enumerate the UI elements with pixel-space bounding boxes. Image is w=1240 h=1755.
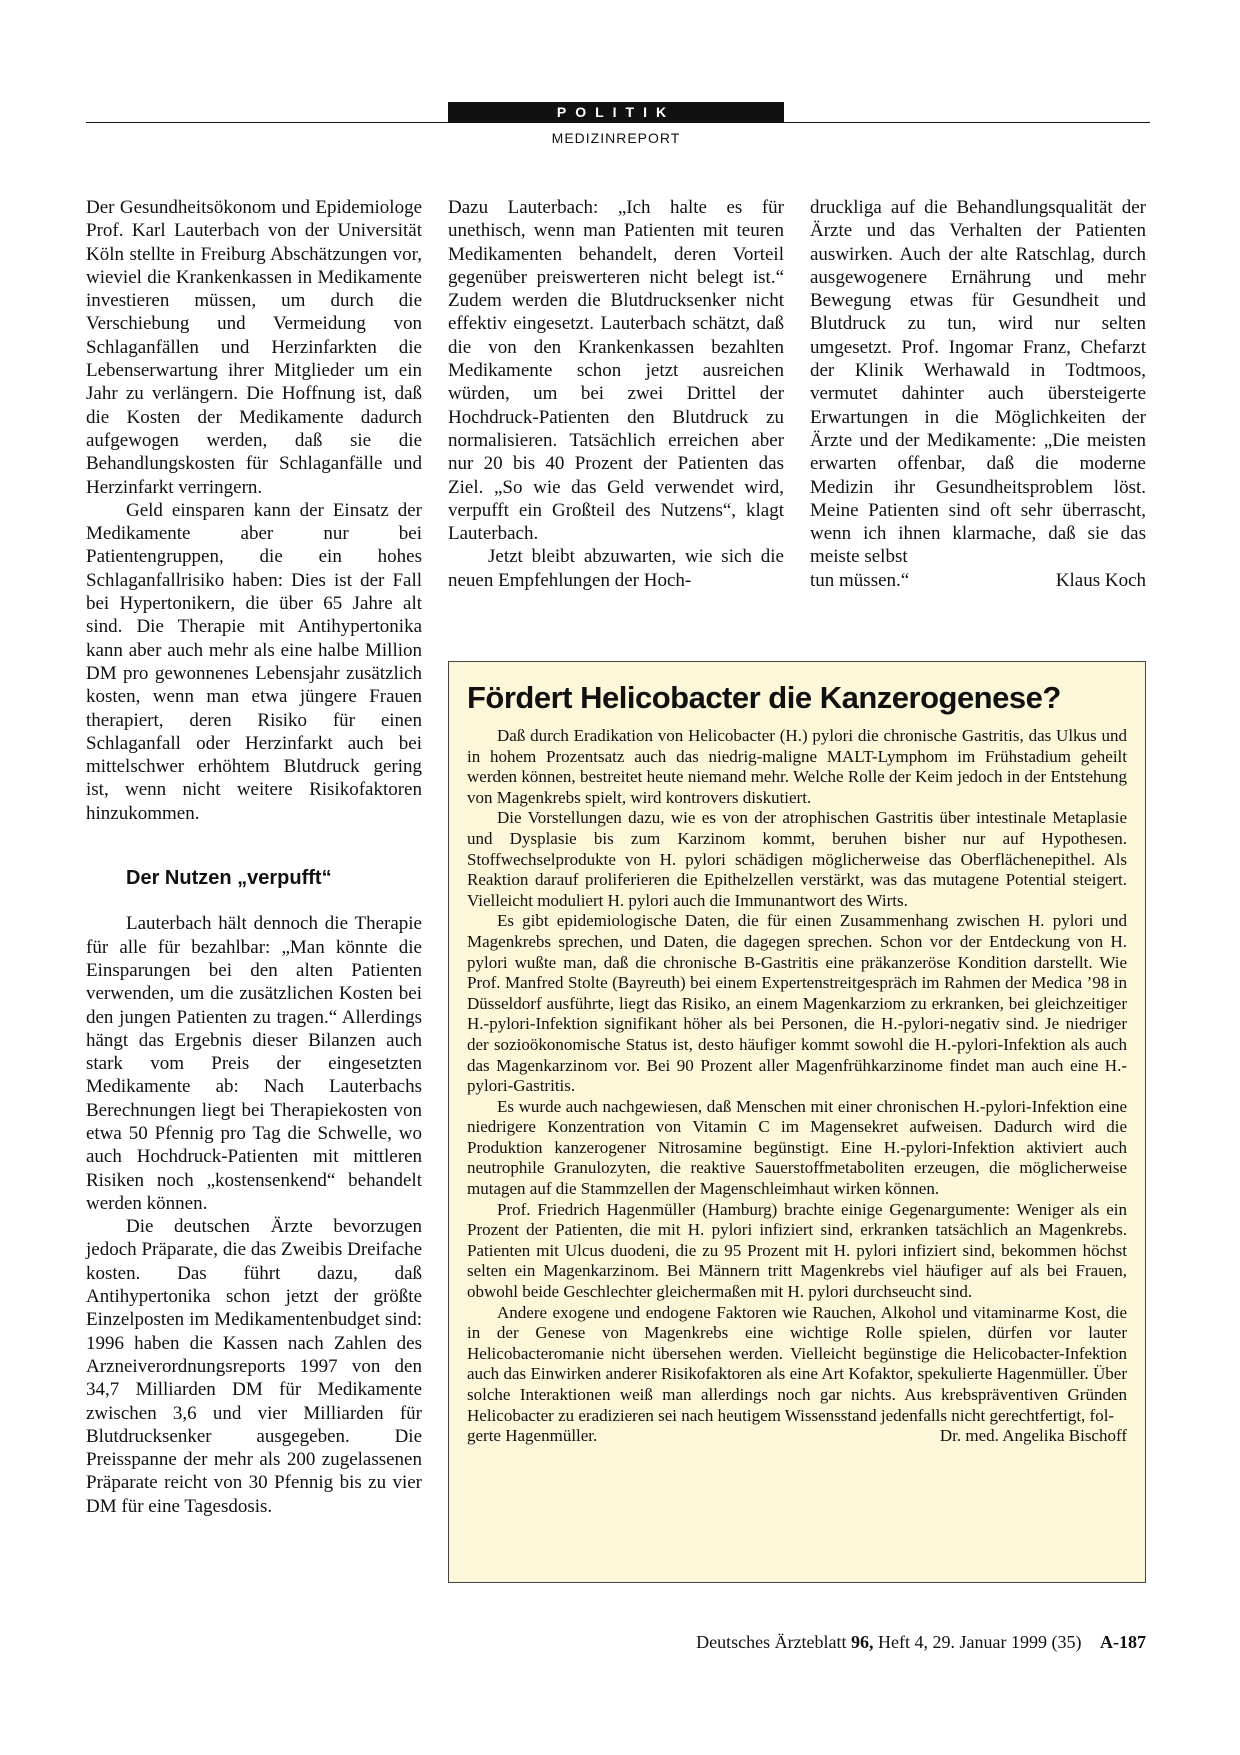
issue-info: Heft 4, 29. Januar 1999 (35) bbox=[878, 1632, 1082, 1652]
sidebar-box bbox=[448, 661, 1146, 1583]
header-rule bbox=[86, 122, 1150, 123]
paragraph: Daß durch Eradikation von Helicobacter (H.) pylori die chronische Gastritis, das Ulkus und in hohem Prozentsatz auch das niedrig-maligne MALT-Lymphom im Frühstadium geheilt werden können, bestreitet heute niemand mehr. Welche Rolle der Keim jedoch in der Entstehung von Magenkrebs spielt, wird kontrovers diskutiert. bbox=[467, 726, 1127, 807]
page-footer bbox=[696, 1632, 1146, 1653]
paragraph: Jetzt bleibt abzuwarten, wie sich die neuen Empfehlungen der Hoch- bbox=[448, 546, 784, 591]
signature-line bbox=[810, 569, 1146, 592]
signature-line bbox=[467, 1426, 1127, 1447]
paragraph-end: gerte Hagenmüller. bbox=[467, 1426, 598, 1446]
paragraph: Lauterbach hält dennoch die Therapie für alle für bezahlbar: „Man könnte die Einsparungen bei den alten Patienten verwenden, um die zusätzlichen Kosten bei den jungen Patienten zu tragen.“ Allerdings hängt das Ergebnis dieser Bilanzen auch stark vom Preis der eingesetzten Medikamente ab: Nach Lauterbachs Berechnungen liegt bei Therapiekosten von etwa 50 Pfennig pro Tag die Schwelle, wo auch Hochdruck-Patienten mit mittleren Risiken noch „kostensenkend“ behandelt werden können. bbox=[86, 913, 422, 1214]
paragraph: Andere exogene und endogene Faktoren wie Rauchen, Alkohol und vitaminarme Kost, die in der Genese von Magenkrebs eine wichtige Rolle spielen, dürfen vor lauter Helicobacteromanie nicht übersehen werden. Vielleicht begünstige die Helicobacter-Infektion auch das Einwirken anderer Risikofaktoren als eine Art Kofaktor, spekulierte Hagenmüller. Über solche Interaktionen weiß man allerdings noch gar nichts. Aus krebspräventiven Gründen Helicobacter zu eradizieren sei nach heutigem Wissensstand jedenfalls nicht gerechtfertigt, fol- bbox=[467, 1302, 1127, 1425]
paragraph: Geld einsparen kann der Einsatz der Medikamente aber nur bei Patientengruppen, die ein hohes Schlaganfallrisiko haben: Dies ist der Fall bei Hypertonikern, die über 65 Jahre alt sind. Die Therapie mit Antihypertonika kann aber auch mehr als eine halbe Million DM pro gewonnenes Lebensjahr zusätzlich kosten, wenn man etwa jüngere Frauen therapiert, deren Risiko für einen Schlaganfall oder Herzinfarkt auch bei mittelschwer erhöhtem Blutdruck gering ist, wenn nicht weitere Risikofaktoren hinzukommen. bbox=[86, 499, 422, 824]
column-3 bbox=[810, 196, 1146, 592]
section-label: POLITIK bbox=[448, 102, 784, 122]
paragraph: Die Vorstellungen dazu, wie es von der atrophischen Gastritis über intestinale Metaplasie und Dysplasie bis zum Karzinom kommt, beruhen bisher nur auf Hypothesen. Stoffwechselprodukte von H. pylori schädigen möglicherweise das Oberflächenepithel. Als Reaktion darauf proliferieren die Epithelzellen verstärkt, was das mutagene Potential steigert. Vielleicht moduliert H. pylori auch die Immunantwort des Wirts. bbox=[467, 808, 1127, 910]
box-body bbox=[467, 726, 1127, 1447]
subheading: Der Nutzen „verpufft“ bbox=[126, 867, 332, 890]
paragraph: Der Gesundheitsökonom und Epidemiologe Prof. Karl Lauterbach von der Universität Köln stellte in Freiburg Abschätzungen vor, wieviel die Krankenkassen in Medikamente investieren müssen, um durch die Verschiebung und Vermeidung von Schlaganfällen und Herzinfarkten die Lebenserwartung ihrer Mitglieder um ein Jahr zu verlängern. Die Hoffnung ist, daß die Kosten der Medikamente dadurch aufgewogen werden, daß sie die Behandlungskosten für Schlaganfälle und Herzinfarkt verringern. bbox=[86, 197, 422, 498]
subsection-label: MEDIZINREPORT bbox=[551, 130, 681, 146]
paragraph: Prof. Friedrich Hagenmüller (Hamburg) brachte einige Gegenargumente: Weniger als ein Prozent der Patienten, die mit H. pylori infiziert sind, erkranken tatsächlich an Magenkrebs. Patienten mit Ulcus duodeni, die zu 95 Prozent mit H. pylori infiziert sind, bekommen höchst selten ein Magenkarzinom. Bei Männern tritt Magenkrebs viel häufiger auf als bei Frauen, obwohl beide Geschlechter gleichermaßen mit H. pylori durchseucht sind. bbox=[467, 1199, 1127, 1302]
column-2 bbox=[448, 196, 784, 592]
paragraph: druckliga auf die Behandlungsqualität der Ärzte und das Verhalten der Patienten auswirken. Auch der alte Ratschlag, durch ausgewogenere Ernährung und mehr Bewegung etwas für Gesundheit und Blutdruck zu tun, wird nur selten umgesetzt. Prof. Ingomar Franz, Chefarzt der Klinik Werhawald in Todtmoos, vermutet dahinter auch übersteigerte Erwartungen in die Möglichkeiten der Ärzte und der Medikamente: „Die meisten erwarten offenbar, daß die moderne Medizin ihr Gesundheitsproblem löst. Meine Patienten sind oft sehr überrascht, wenn ich ihnen klarmache, daß sie das meiste selbst bbox=[810, 197, 1146, 568]
author-name: Dr. med. Angelika Bischoff bbox=[939, 1426, 1127, 1446]
author-name: Klaus Koch bbox=[1055, 569, 1146, 591]
page-number: A-187 bbox=[1100, 1632, 1146, 1652]
column-1 bbox=[86, 196, 422, 1518]
paragraph: Es wurde auch nachgewiesen, daß Menschen mit einer chronischen H.-pylori-Infektion eine niedrigere Konzentration von Vitamin C im Magensekret aufweisen. Dadurch wird die Produktion kanzerogener Nitrosamine begünstigt. Eine H.-pylori-Infektion aktiviert auch neutrophile Granulozyten, die reaktive Sauerstoffmetaboliten erzeugen, die möglicherweise mutagen auf die Stammzellen der Magenschleimhaut wirken können. bbox=[467, 1096, 1127, 1199]
paragraph: Dazu Lauterbach: „Ich halte es für unethisch, wenn man Patienten mit teuren Medikamenten behandelt, deren Vorteil gegenüber preiswerteren nicht belegt ist.“ Zudem werden die Blutdrucksenker nicht effektiv eingesetzt. Lauterbach schätzt, daß die von den Krankenkassen bezahlten Medikamente schon jetzt ausreichen würden, um bei zwei Drittel der Hochdruck-Patienten den Blutdruck zu normalisieren. Tatsächlich erreichen aber nur 20 bis 40 Prozent der Patienten das Ziel. „So wie das Geld verwendet wird, verpufft ein Großteil des Nutzens“, klagt Lauterbach. bbox=[448, 197, 784, 545]
paragraph: Es gibt epidemiologische Daten, die für einen Zusammenhang zwischen H. pylori und Magenkrebs sprechen, und Daten, die dagegen sprechen. Schon vor der Entdeckung von H. pylori wußte man, daß die chronische B-Gastritis eine präkanzeröse Kondition darstellt. Wie Prof. Manfred Stolte (Bayreuth) bei einem Expertenstreitgespräch im Rahmen der Medica ’98 in Düsseldorf ausführte, liegt das Risiko, an einem Magenkarziom zu erkranken, bei gleichzeitiger H.-pylori-Infektion signifikant höher als bei Personen, die H.-pylori-negativ sind. Je niedriger der sozioökonomische Status ist, desto häufiger kommt sowohl die H.-pylori-Infektion als auch das Magenkarzinom vor. Bei 90 Prozent aller Magenfrühkarzinome findet man auch eine H.-pylori-Gastritis. bbox=[467, 911, 1127, 1096]
journal-name: Deutsches Ärzteblatt bbox=[696, 1632, 847, 1652]
box-title: Fördert Helicobacter die Kanzerogenese? bbox=[467, 680, 1061, 715]
paragraph-end: tun müssen.“ bbox=[810, 569, 910, 591]
paragraph: Die deutschen Ärzte bevorzugen jedoch Präparate, die das Zweibis Dreifache kosten. Das führt dazu, daß Antihypertonika schon jetzt der größte Einzelposten im Medikamentenbudget sind: 1996 haben die Kassen nach Zahlen des Arzneiverordnungsreports 1997 von den 34,7 Milliarden DM für Medikamente zwischen 3,6 und vier Milliarden für Blutdrucksenker ausgegeben. Die Preisspanne der mehr als 200 zugelassenen Präparate reicht von 30 Pfennig bis zu vier DM für eine Tagesdosis. bbox=[86, 1216, 422, 1517]
volume-number: 96, bbox=[851, 1632, 874, 1652]
